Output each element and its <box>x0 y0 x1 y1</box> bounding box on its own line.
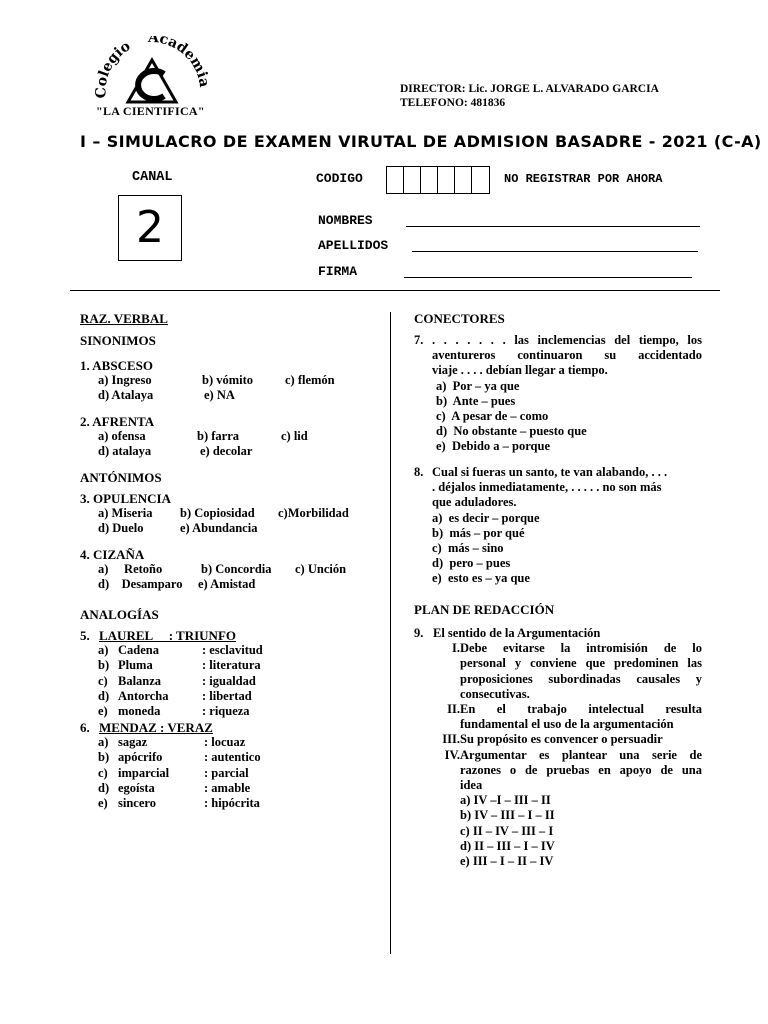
option-term: egoísta <box>118 780 155 795</box>
option[interactable]: a) Por – ya que <box>436 378 520 393</box>
option[interactable]: d) No obstante – puesto que <box>436 424 587 439</box>
proposition-number <box>434 656 460 671</box>
option-letter: d) <box>98 780 110 795</box>
option-letter: e) <box>98 704 108 719</box>
question-7-line: aventureros continuaron su accidentado <box>432 348 702 363</box>
option[interactable]: a) ofensa <box>98 429 146 444</box>
option-term: Pluma <box>118 658 153 673</box>
option[interactable] <box>80 658 263 673</box>
option[interactable] <box>80 704 263 719</box>
proposition-text: razones o de pruebas en apoyo de una <box>460 762 702 777</box>
question-9-number: 9. <box>414 626 424 640</box>
section-raz-verbal: RAZ. VERBAL <box>80 311 168 326</box>
proposition-line <box>434 641 702 656</box>
proposition-text: personal y conviene que predominen las <box>460 656 702 671</box>
option-pair: : riqueza <box>202 704 250 719</box>
nombres-label: NOMBRES <box>318 213 373 228</box>
subsection-antonimos: ANTÓNIMOS <box>80 470 162 485</box>
option-pair: : parcial <box>204 765 249 780</box>
section-conectores: CONECTORES <box>414 311 505 326</box>
codigo-cell[interactable] <box>421 167 438 193</box>
proposition-number <box>434 778 460 793</box>
option[interactable]: e) III – I – II – IV <box>460 854 554 869</box>
option[interactable]: e) Amistad <box>198 577 256 592</box>
proposition-line <box>434 748 702 763</box>
option[interactable]: b) IV – III – I – II <box>460 808 555 823</box>
question-6-number: 6. <box>80 720 90 735</box>
option[interactable] <box>80 766 261 781</box>
proposition-line <box>434 702 702 717</box>
option[interactable]: d) Atalaya <box>98 388 154 403</box>
option[interactable]: b) farra <box>197 429 239 444</box>
question-5-number: 5. <box>80 628 90 643</box>
proposition-number <box>434 687 460 702</box>
logo-caption: "LA CIENTIFICA" <box>96 104 205 118</box>
question-4-head: 4. CIZAÑA <box>80 547 145 562</box>
option-term: apócrifo <box>118 750 163 765</box>
option[interactable] <box>80 796 261 811</box>
option-pair: : amable <box>204 780 251 795</box>
question-9-options <box>414 793 702 869</box>
option[interactable]: e) decolar <box>200 444 253 459</box>
option[interactable]: b) Copiosidad <box>180 506 255 521</box>
proposition-number: III. <box>442 732 460 747</box>
option[interactable] <box>80 643 263 658</box>
option[interactable]: e) Debido a – porque <box>436 439 551 454</box>
no-registrar-note: NO REGISTRAR POR AHORA <box>504 172 663 186</box>
question-1 <box>80 358 335 404</box>
question-8-line: Cual si fueras un santo, te van alabando, . . . <box>432 465 668 479</box>
option-term: Cadena <box>118 643 159 658</box>
proposition-number: IV. <box>444 747 460 762</box>
option[interactable]: c) A pesar de – como <box>436 409 549 424</box>
question-7-number: 7. <box>414 333 424 347</box>
question-5-head: LAUREL : TRIUNFO <box>99 628 237 643</box>
option[interactable] <box>80 781 261 796</box>
option[interactable]: d) atalaya <box>98 444 152 459</box>
director-line: DIRECTOR: Lic. JORGE L. ALVARADO GARCIA <box>400 83 659 95</box>
option-pair: : libertad <box>202 688 252 703</box>
option-letter: a) <box>98 735 109 750</box>
proposition-line <box>434 672 702 687</box>
option-term: sagaz <box>118 735 148 750</box>
option-letter: b) <box>98 750 110 765</box>
question-5 <box>80 628 263 719</box>
proposition-text: idea <box>460 778 483 793</box>
canal-number: 2 <box>136 202 164 253</box>
option-pair: : literatura <box>202 658 261 673</box>
director-info <box>400 82 659 110</box>
option[interactable]: c)Morbilidad <box>278 506 349 521</box>
option[interactable]: b) vómito <box>202 373 254 388</box>
firma-field[interactable] <box>404 277 692 278</box>
logo-arc-top: Colegio <box>93 38 134 99</box>
subsection-sinonimos: SINONIMOS <box>80 333 156 348</box>
option[interactable]: e) Abundancia <box>180 521 258 536</box>
option[interactable]: a) Retoño <box>98 562 163 577</box>
option-pair: : igualdad <box>202 673 256 688</box>
question-8-line: que aduladores. <box>432 495 517 510</box>
option[interactable]: a) IV –I – III – II <box>460 793 551 808</box>
subsection-analogias: ANALOGÍAS <box>80 607 159 622</box>
firma-label: FIRMA <box>318 264 358 279</box>
option[interactable] <box>80 689 263 704</box>
option-letter: b) <box>98 658 110 673</box>
section-plan-redaccion: PLAN DE REDACCIÓN <box>414 602 555 617</box>
question-5-options <box>80 643 263 719</box>
proposition-line <box>434 687 702 702</box>
logo-arc-right: Academia <box>147 36 212 89</box>
option[interactable]: e) esto es – ya que <box>432 571 530 586</box>
option-term: imparcial <box>118 765 170 780</box>
option[interactable] <box>80 735 261 750</box>
exam-title: I – SIMULACRO DE EXAMEN VIRUTAL DE ADMISION BASADRE - 2021 (C-A) <box>80 132 762 151</box>
question-2-head: 2. AFRENTA <box>80 414 155 429</box>
proposition-text: Su propósito es convencer o persuadir <box>460 732 663 747</box>
codigo-cell[interactable] <box>387 167 404 193</box>
codigo-cell[interactable] <box>438 167 455 193</box>
proposition-line <box>434 732 702 747</box>
proposition-text: proposiciones subordinadas causales y <box>460 671 702 686</box>
proposition-text: consecutivas. <box>460 686 530 701</box>
proposition-line <box>434 656 702 671</box>
question-7-line: . . . . . . . las inclemencias del tiempo, los <box>432 333 702 347</box>
question-3-head: 3. OPULENCIA <box>80 491 172 506</box>
proposition-number <box>434 672 460 687</box>
option-letter: e) <box>98 796 108 811</box>
question-9 <box>414 626 702 869</box>
question-8-options <box>414 511 702 587</box>
option-pair: : locuaz <box>204 735 246 750</box>
option-letter: d) <box>98 688 110 703</box>
svg-text:Colegio <box>93 38 133 98</box>
question-2 <box>80 414 308 460</box>
header-divider <box>70 290 720 291</box>
question-1-head: 1. ABSCESO <box>80 358 153 373</box>
question-7-options <box>414 379 702 455</box>
proposition-number: I. <box>452 641 460 656</box>
question-3 <box>80 491 349 537</box>
option[interactable]: a) es decir – porque <box>432 510 540 525</box>
option[interactable] <box>80 674 263 689</box>
option-letter: a) <box>98 643 109 658</box>
option[interactable]: c) más – sino <box>432 541 504 556</box>
question-8-number: 8. <box>414 465 424 479</box>
codigo-cell[interactable] <box>472 167 489 193</box>
option[interactable]: b) Concordia <box>201 562 272 577</box>
nombres-field[interactable] <box>406 226 700 227</box>
apellidos-field[interactable] <box>412 251 698 252</box>
option-pair: : hipócrita <box>204 796 260 811</box>
proposition-text: Debe evitarse la intromisión de lo <box>460 641 702 656</box>
proposition-line <box>434 763 702 778</box>
option-term: Balanza <box>118 673 162 688</box>
codigo-label: CODIGO <box>316 171 363 186</box>
option[interactable]: b) Ante – pues <box>436 393 516 408</box>
proposition-number <box>434 763 460 778</box>
option[interactable] <box>80 750 261 765</box>
question-7 <box>414 333 702 455</box>
option-letter: c) <box>98 673 108 688</box>
option-term: Antorcha <box>118 688 169 703</box>
proposition-text: En el trabajo intelectual resulta <box>460 702 702 717</box>
option[interactable]: d) Duelo <box>98 521 144 536</box>
column-divider <box>390 312 391 954</box>
option[interactable]: c) II – IV – III – I <box>460 823 554 838</box>
option[interactable]: a) Miseria <box>98 506 153 521</box>
option[interactable]: a) Ingreso <box>98 373 152 388</box>
option[interactable]: b) más – por qué <box>432 525 525 540</box>
telefono-line: TELEFONO: 481836 <box>400 97 506 109</box>
option[interactable]: d) Desamparo <box>98 577 183 592</box>
option[interactable]: c) Unción <box>295 562 347 577</box>
apellidos-label: APELLIDOS <box>318 238 389 253</box>
codigo-cell[interactable] <box>404 167 421 193</box>
svg-text:Academia <box>147 36 212 88</box>
proposition-text: Argumentar es plantear una serie de <box>460 747 702 762</box>
option[interactable]: c) lid <box>281 429 308 444</box>
proposition-text: fundamental el uso de la argumentación <box>460 717 674 732</box>
question-9-head: El sentido de la Argumentación <box>433 626 601 640</box>
option-letter: c) <box>98 765 108 780</box>
question-7-line: viaje . . . . debían llegar a tiempo. <box>432 363 608 378</box>
option[interactable]: d) II – III – I – IV <box>460 838 555 853</box>
option-term: moneda <box>118 704 161 719</box>
option-term: sincero <box>118 796 156 811</box>
proposition-number <box>434 717 460 732</box>
question-8-line: . déjalos inmediatamente, . . . . . no son más <box>432 480 662 495</box>
question-6-options <box>80 735 261 811</box>
question-4 <box>80 547 346 593</box>
option[interactable]: d) pero – pues <box>432 556 511 571</box>
canal-box <box>118 195 182 261</box>
codigo-grid[interactable] <box>386 166 490 194</box>
option[interactable]: c) flemón <box>285 373 335 388</box>
option[interactable]: e) NA <box>204 388 235 403</box>
proposition-line <box>434 717 702 732</box>
question-8 <box>414 465 702 587</box>
question-6 <box>80 720 261 811</box>
option-pair: : autentico <box>204 750 261 765</box>
question-6-head: MENDAZ : VERAZ <box>99 720 213 735</box>
proposition-line <box>434 778 702 793</box>
option-pair: : esclavitud <box>202 643 263 658</box>
codigo-cell[interactable] <box>455 167 472 193</box>
question-9-propositions <box>414 641 702 793</box>
canal-label: CANAL <box>132 170 173 185</box>
proposition-number: II. <box>447 702 460 717</box>
